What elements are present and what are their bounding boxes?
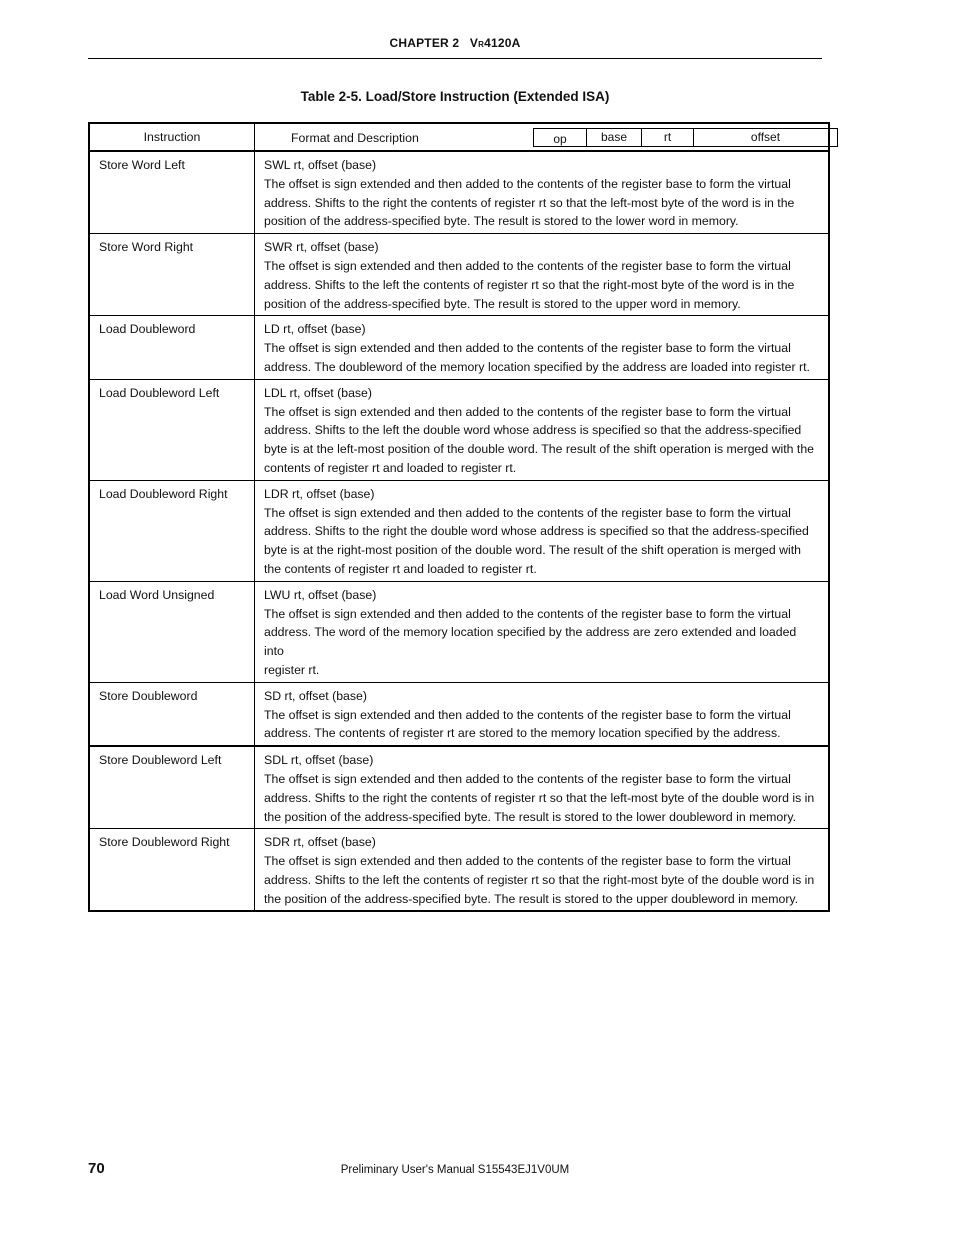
description-line: address. The word of the memory location specified by the address are zero extended and loaded into bbox=[264, 625, 797, 659]
chapter-label: CHAPTER 2 bbox=[389, 36, 460, 50]
description-line: position of the address-specified byte. The result is stored to the lower word in memory. bbox=[264, 214, 739, 229]
description-line: The offset is sign extended and then added to the contents of the register base to form the virtual bbox=[264, 707, 791, 722]
instruction-format-description bbox=[255, 316, 830, 379]
header-instruction: Instruction bbox=[89, 123, 255, 151]
instruction-field-layout bbox=[533, 128, 838, 147]
instruction-format: SWR rt, offset (base) bbox=[264, 240, 379, 255]
instruction-format-description bbox=[255, 746, 830, 829]
field-base: base bbox=[586, 129, 641, 146]
manual-footer: Preliminary User's Manual S15543EJ1V0UM bbox=[340, 1164, 570, 1176]
instruction-format-description bbox=[255, 234, 830, 316]
table-row bbox=[89, 316, 829, 379]
description-line: The offset is sign extended and then added to the contents of the register base to form the virtual bbox=[264, 606, 791, 621]
table-header-row bbox=[89, 123, 829, 151]
description-line: address. Shifts to the right the double word whose address is specified so that the address-specified bbox=[264, 524, 809, 539]
table-row bbox=[89, 581, 829, 682]
description-line: The offset is sign extended and then added to the contents of the register base to form the virtual bbox=[264, 505, 791, 520]
instruction-name: Store Word Right bbox=[89, 234, 255, 316]
description-line: address. Shifts to the right the contents of register rt so that the left-most byte of the word is in the bbox=[264, 195, 795, 210]
table-row bbox=[89, 234, 829, 316]
description-line: byte is at the left-most position of the double word. The result of the shift operation is merged with the bbox=[264, 442, 815, 457]
instruction-name: Load Doubleword Right bbox=[89, 480, 255, 581]
instruction-format-description bbox=[255, 379, 830, 480]
description-line: The offset is sign extended and then added to the contents of the register base to form the virtual bbox=[264, 341, 791, 356]
description-line: address. Shifts to the right the contents of register rt so that the left-most byte of the double word is in bbox=[264, 790, 815, 805]
description-line: position of the address-specified byte. The result is stored to the upper word in memory. bbox=[264, 296, 741, 311]
instruction-format-description bbox=[255, 480, 830, 581]
instruction-name: Store Doubleword Right bbox=[89, 829, 255, 912]
instruction-format-description bbox=[255, 682, 830, 746]
description-line: register rt. bbox=[264, 662, 320, 677]
table-row bbox=[89, 151, 829, 234]
table-row bbox=[89, 682, 829, 746]
table-title: Table 2-5. Load/Store Instruction (Extended ISA) bbox=[300, 89, 610, 104]
chapter-header bbox=[88, 36, 822, 50]
description-line: address. The doubleword of the memory location specified by the address are loaded into register rt. bbox=[264, 359, 810, 374]
instruction-format: LDR rt, offset (base) bbox=[264, 486, 375, 501]
instruction-name: Load Word Unsigned bbox=[89, 581, 255, 682]
instruction-format-description bbox=[255, 829, 830, 912]
table-body bbox=[89, 151, 829, 911]
description-line: address. Shifts to the left the double word whose address is specified so that the address-specified bbox=[264, 423, 802, 438]
table-row bbox=[89, 480, 829, 581]
instruction-name: Store Doubleword Left bbox=[89, 746, 255, 829]
instruction-format-description bbox=[255, 581, 830, 682]
description-line: contents of register rt and loaded to register rt. bbox=[264, 460, 517, 475]
field-op: op bbox=[553, 132, 567, 146]
description-line: the position of the address-specified byte. The result is stored to the lower doubleword in memory. bbox=[264, 809, 797, 824]
table-row bbox=[89, 829, 829, 912]
description-line: the contents of register rt and loaded to register rt. bbox=[264, 561, 537, 576]
header-format bbox=[255, 123, 830, 151]
instruction-name: Store Word Left bbox=[89, 151, 255, 234]
field-offset: offset bbox=[693, 129, 837, 146]
description-line: The offset is sign extended and then added to the contents of the register base to form the virtual bbox=[264, 258, 791, 273]
product-name: VR4120A bbox=[469, 36, 521, 50]
instruction-format: SDR rt, offset (base) bbox=[264, 835, 376, 850]
description-line: The offset is sign extended and then added to the contents of the register base to form the virtual bbox=[264, 771, 791, 786]
instruction-format: LDL rt, offset (base) bbox=[264, 385, 372, 400]
table-row bbox=[89, 379, 829, 480]
table-row bbox=[89, 746, 829, 829]
description-line: byte is at the right-most position of the double word. The result of the shift operation is merged with bbox=[264, 543, 802, 558]
instruction-format: SDL rt, offset (base) bbox=[264, 753, 374, 768]
instruction-format: LD rt, offset (base) bbox=[264, 322, 366, 337]
instruction-name: Load Doubleword bbox=[89, 316, 255, 379]
page-number: 70 bbox=[88, 1160, 105, 1177]
instruction-format: SWL rt, offset (base) bbox=[264, 158, 377, 172]
instruction-table bbox=[88, 122, 830, 912]
description-line: The offset is sign extended and then added to the contents of the register base to form the virtual bbox=[264, 176, 791, 191]
description-line: The offset is sign extended and then added to the contents of the register base to form the virtual bbox=[264, 854, 791, 869]
header-divider bbox=[88, 58, 822, 59]
instruction-format-description bbox=[255, 151, 830, 234]
description-line: address. Shifts to the left the contents of register rt so that the right-most byte of the word is in the bbox=[264, 277, 795, 292]
field-rt: rt bbox=[641, 129, 693, 146]
instruction-format: SD rt, offset (base) bbox=[264, 688, 367, 703]
description-line: address. Shifts to the left the contents of register rt so that the right-most byte of the double word is in bbox=[264, 872, 815, 887]
header-format-label: Format and Description bbox=[291, 131, 419, 145]
description-line: the position of the address-specified byte. The result is stored to the upper doubleword in memory. bbox=[264, 891, 799, 906]
instruction-name: Store Doubleword bbox=[89, 682, 255, 746]
instruction-format: LWU rt, offset (base) bbox=[264, 587, 377, 602]
instruction-name: Load Doubleword Left bbox=[89, 379, 255, 480]
description-line: The offset is sign extended and then added to the contents of the register base to form the virtual bbox=[264, 404, 791, 419]
description-line: address. The contents of register rt are stored to the memory location specified by the address. bbox=[264, 726, 781, 741]
